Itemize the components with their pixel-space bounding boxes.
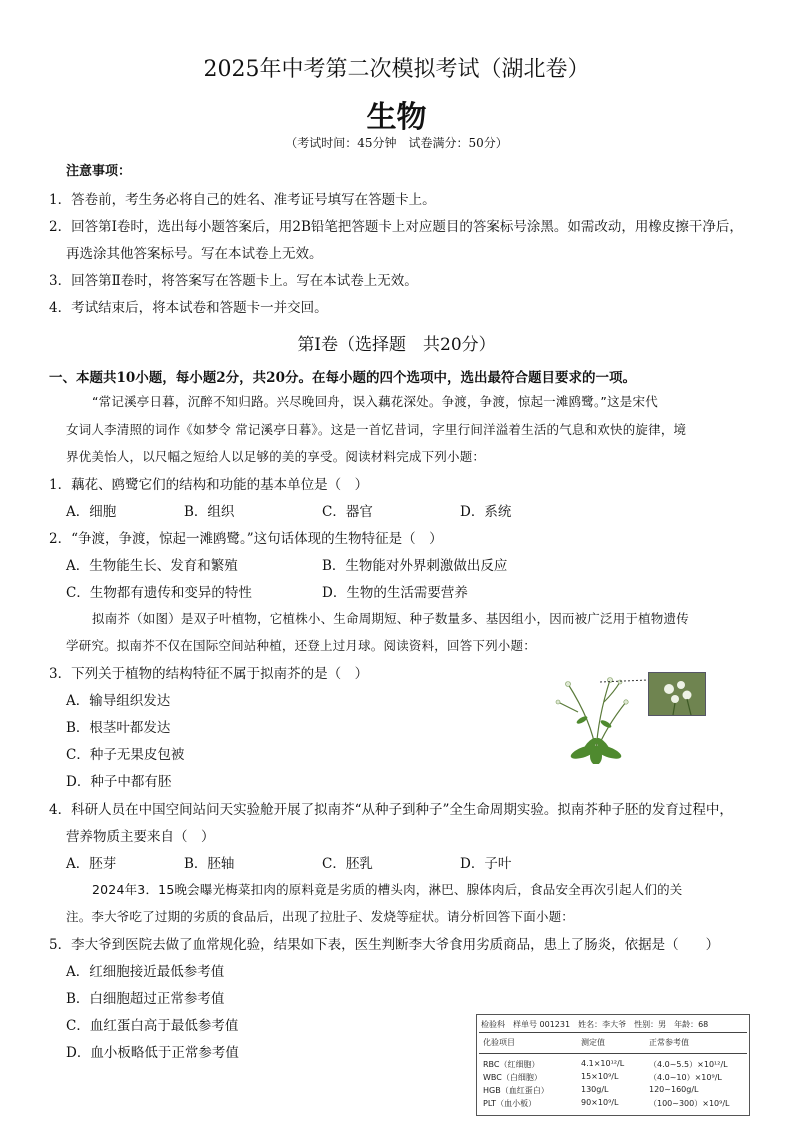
question-stem: 1．藕花、鸥鹭它们的结构和功能的基本单位是（ ） xyxy=(49,477,369,493)
exam-info: （考试时间：45分钟 试卷满分：50分） xyxy=(285,136,508,150)
option-b: B．生物能对外界刺激做出反应 xyxy=(322,558,508,574)
option-c: C．血红蛋白高于最低参考值 xyxy=(66,1018,239,1034)
table-cell: PLT（血小板） xyxy=(483,1099,537,1108)
table-cell: （100~300）×10⁹/L xyxy=(649,1099,730,1108)
option-a: A．生物能生长、发育和繁殖 xyxy=(66,558,238,574)
reading-line: 界优美怡人，以尺幅之短给人以足够的美的享受。阅读材料完成下列小题： xyxy=(66,449,486,464)
reading-line: 注。李大爷吃了过期的劣质的食品后，出现了拉肚子、发烧等症状。请分析回答下面小题： xyxy=(66,909,575,924)
section-title: 第Ⅰ卷（选择题 共20分） xyxy=(297,335,496,355)
notice-heading: 注意事项： xyxy=(66,164,132,179)
option-b: B．根茎叶都发达 xyxy=(66,720,171,736)
table-cell: （4.0~10）×10⁹/L xyxy=(649,1073,722,1082)
part-intro: 一、本题共10小题，每小题2分，共20分。在每小题的四个选项中，选出最符合题目要求的一项。 xyxy=(49,370,636,386)
callout-dotted-line xyxy=(600,678,650,684)
column-header: 化验项目 xyxy=(483,1038,515,1047)
flower-closeup-photo xyxy=(648,672,706,716)
table-cell: 4.1×10¹²/L xyxy=(581,1059,625,1068)
question-stem: 5．李大爷到医院去做了血常规化验，结果如下表，医生判断李大爷食用劣质商品，患上了肠炎，依据是（ ） xyxy=(49,937,720,953)
option-a: A．胚芽 xyxy=(66,856,117,872)
lab-report-table xyxy=(476,1014,750,1116)
table-cell: HGB（血红蛋白） xyxy=(483,1086,549,1095)
lab-report-header: 检验科 样单号 001231 姓名：李大爷 性别：男 年龄：68 xyxy=(481,1020,709,1029)
option-b: B．白细胞超过正常参考值 xyxy=(66,991,225,1007)
option-b: B．组织 xyxy=(184,504,235,520)
option-a: A．红细胞接近最低参考值 xyxy=(66,964,225,980)
column-header: 正常参考值 xyxy=(649,1038,689,1047)
option-d: D．系统 xyxy=(460,504,512,520)
reading-line: 学研究。拟南芥不仅在国际空间站种植，还登上过月球。阅读资料，回答下列小题： xyxy=(66,638,536,653)
option-d: D．生物的生活需要营养 xyxy=(322,585,468,601)
exam-title: 2025年中考第二次模拟考试（湖北卷） xyxy=(203,57,590,82)
table-cell: RBC（红细胞） xyxy=(483,1060,540,1069)
table-cell: 90×10⁹/L xyxy=(581,1098,619,1107)
question-stem: 4．科研人员在中国空间站问天实验舱开展了拟南芥“从种子到种子”全生命周期实验。拟南芥种子胚的发育过程中， xyxy=(49,802,733,818)
option-d: D．种子中都有胚 xyxy=(66,774,172,790)
question-stem-cont: 营养物质主要来自（ ） xyxy=(66,829,215,845)
reading-line: 拟南芥（如图）是双子叶植物，它植株小、生命周期短、种子数量多、基因组小，因而被广泛用于植物遗传 xyxy=(92,611,689,626)
option-c: C．种子无果皮包被 xyxy=(66,747,185,763)
option-c: C．胚乳 xyxy=(322,856,373,872)
table-cell: 15×10⁹/L xyxy=(581,1072,619,1081)
question-stem: 2．“争渡，争渡，惊起一滩鸥鹭。”这句话体现的生物特征是（ ） xyxy=(49,531,443,547)
option-b: B．胚轴 xyxy=(184,856,235,872)
table-cell: 130g/L xyxy=(581,1085,609,1094)
arabidopsis-plant-icon xyxy=(548,672,648,764)
question-stem: 3．下列关于植物的结构特征不属于拟南芥的是（ ） xyxy=(49,666,369,682)
reading-line: 2024年3．15晚会曝光梅菜扣肉的原料竟是劣质的槽头肉，淋巴、腺体肉后，食品安全再次引起人们的关 xyxy=(92,882,683,897)
table-cell: （4.0~5.5）×10¹²/L xyxy=(649,1060,728,1069)
notice-item: 3．回答第Ⅱ卷时，将答案写在答题卡上。写在本试卷上无效。 xyxy=(49,273,418,289)
option-a: A．输导组织发达 xyxy=(66,693,171,709)
notice-item: 2．回答第Ⅰ卷时，选出每小题答案后，用2B铅笔把答题卡上对应题目的答案标号涂黑。如需改动，用橡皮擦干净后， xyxy=(49,219,743,235)
reading-line: 女词人李清照的词作《如梦令 常记溪亭日暮》。这是一首忆昔词，字里行间洋溢着生活的气息和欢快的旋律，境 xyxy=(66,422,687,437)
option-a: A．细胞 xyxy=(66,504,117,520)
option-d: D．子叶 xyxy=(460,856,512,872)
column-header: 测定值 xyxy=(581,1038,605,1047)
option-c: C．生物都有遗传和变异的特性 xyxy=(66,585,252,601)
subject-title: 生物 xyxy=(366,100,427,135)
table-cell: 120~160g/L xyxy=(649,1085,699,1094)
option-c: C．器官 xyxy=(322,504,373,520)
notice-item: 1．答卷前，考生务必将自己的姓名、准考证号填写在答题卡上。 xyxy=(49,192,436,208)
option-d: D．血小板略低于正常参考值 xyxy=(66,1045,239,1061)
reading-line: “常记溪亭日暮，沉醉不知归路。兴尽晚回舟，误入藕花深处。争渡，争渡，惊起一滩鸥鹭。”这是宋代 xyxy=(92,394,658,409)
notice-item: 再选涂其他答案标号。写在本试卷上无效。 xyxy=(66,246,323,262)
notice-item: 4．考试结束后，将本试卷和答题卡一并交回。 xyxy=(49,300,328,316)
table-cell: WBC（白细胞） xyxy=(483,1073,542,1082)
